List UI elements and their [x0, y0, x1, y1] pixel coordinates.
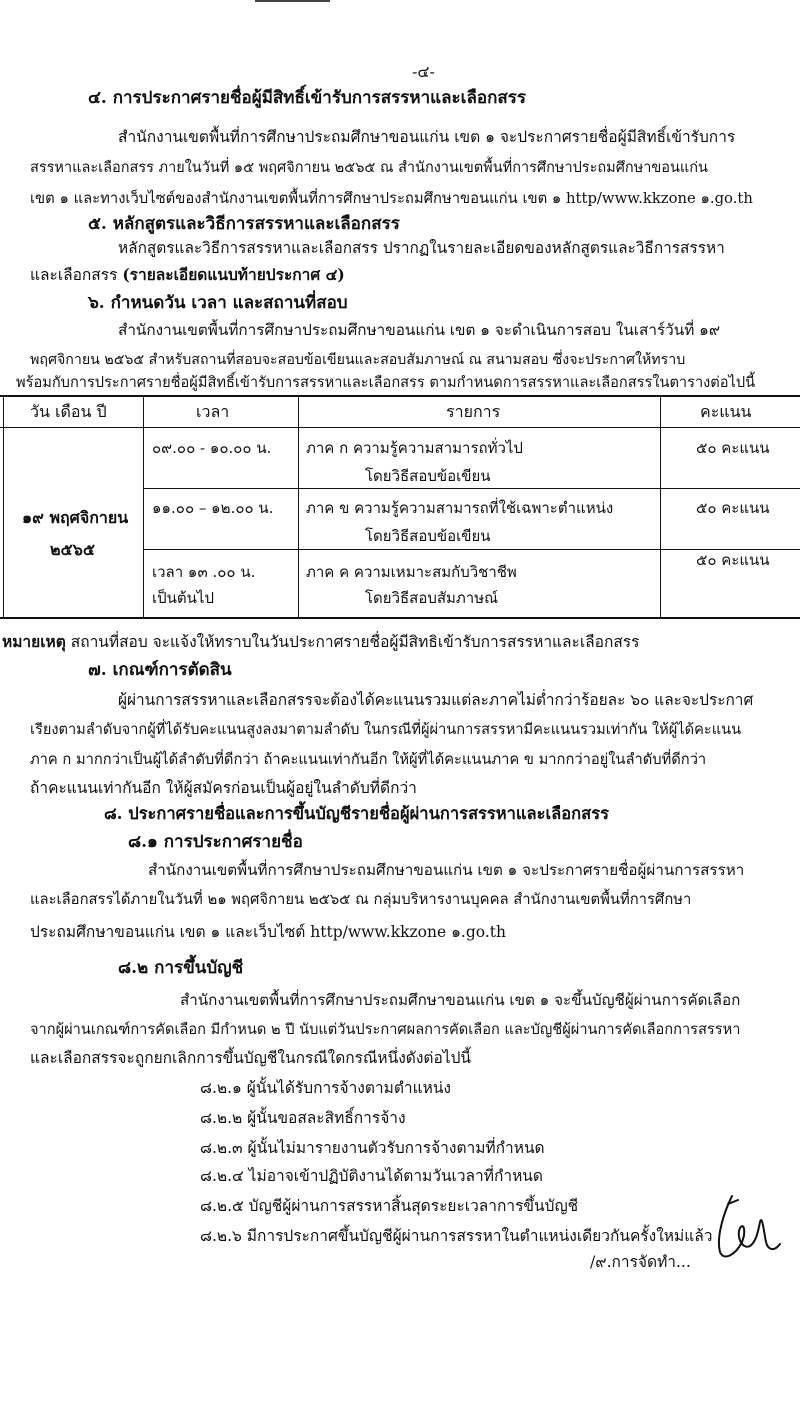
section-7-line-3: ภาค ก มากกว่าเป็นผู้ได้ลำดับที่ดีกว่า ถ้าคะแนนเท่ากันอีก ให้ผู้ที่ได้คะแนนภาค ข มากกว่าอยู่ในลำดับที่ดีกว่า [30, 751, 707, 768]
table-header-divider [0, 427, 800, 428]
row-score: ๕๐ คะแนน [696, 499, 770, 517]
table-top-border [0, 395, 800, 397]
list-item: ๘.๒.๑ ผู้นั้นได้รับการจ้างตามตำแหน่ง [200, 1079, 451, 1097]
table-left-border [3, 395, 4, 619]
row-item: ภาค ก ความรู้ความสามารถทั่วไป [306, 439, 523, 457]
section-8-2-heading: ๘.๒ การขึ้นบัญชี [118, 958, 244, 978]
signature-initials [714, 1192, 784, 1272]
table-header-time: เวลา [196, 402, 230, 421]
section-8-1-heading: ๘.๑ การประกาศรายชื่อ [128, 832, 303, 852]
section-7-line-1: ผู้ผ่านการสรรหาและเลือกสรรจะต้องได้คะแนนรวมแต่ละภาคไม่ต่ำกว่าร้อยละ ๖๐ และจะประกาศ [118, 691, 754, 709]
section-5-heading: ๕. หลักสูตรและวิธีการสรรหาและเลือกสรร [88, 214, 400, 234]
list-item: ๘.๒.๔ ไม่อาจเข้าปฏิบัติงานได้ตามวันเวลาที่กำหนด [200, 1167, 543, 1185]
table-row-divider-1 [143, 488, 800, 489]
row-item: ภาค ค ความเหมาะสมกับวิชาชีพ [306, 563, 517, 581]
continuation-note: /๙.การจัดทำ... [590, 1253, 691, 1271]
note-label: หมายเหตุ [2, 632, 66, 651]
row-item: ภาค ข ความรู้ความสามารถที่ใช้เฉพาะตำแหน่ง [306, 499, 614, 517]
section-8-heading: ๘. ประกาศรายชื่อและการขึ้นบัญชีรายชื่อผู้ผ่านการสรรหาและเลือกสรร [104, 804, 609, 823]
table-col-divider-3 [660, 395, 661, 619]
section-6-heading: ๖. กำหนดวัน เวลา และสถานที่สอบ [88, 293, 348, 313]
table-header-date: วัน เดือน ปี [30, 402, 107, 421]
row-score: ๕๐ คะแนน [696, 439, 770, 457]
row-time-continued: เป็นต้นไป [152, 589, 214, 607]
list-item: ๘.๒.๓ ผู้นั้นไม่มารายงานตัวรับการจ้างตามที่กำหนด [200, 1139, 545, 1157]
table-header-score: คะแนน [700, 402, 752, 421]
list-item: ๘.๒.๕ บัญชีผู้ผ่านการสรรหาสิ้นสุดระยะเวลาการขึ้นบัญชี [200, 1197, 579, 1215]
section-5-line-2 [30, 265, 345, 285]
row-time: เวลา ๑๓ .๐๐ น. [152, 563, 256, 581]
section-8-1-line-3: ประถมศึกษาขอนแก่น เขต ๑ และเว็บไซต์ http/www.kkzone ๑.go.th [30, 923, 506, 941]
table-header-item: รายการ [446, 402, 501, 421]
section-4-line-2: สรรหาและเลือกสรร ภายในวันที่ ๑๕ พฤศจิกายน ๒๕๖๕ ณ สำนักงานเขตพื้นที่การศึกษาประถมศึกษาขอนแก่น [30, 160, 708, 176]
exam-date: ๑๙ พฤศจิกายน [22, 508, 129, 527]
page-number: -๔- [412, 62, 435, 81]
table-bottom-border [0, 617, 800, 619]
row-time: ๐๙.๐๐ - ๑๐.๐๐ น. [152, 439, 272, 457]
section-7-line-2: เรียงตามลำดับจากผู้ที่ได้รับคะแนนสูงลงมาตามลำดับ ในกรณีที่ผู้ผ่านการสรรหามีคะแนนรวมเท่ากัน ให้ผู้ได้คะแนน [30, 721, 742, 738]
section-8-2-line-1: สำนักงานเขตพื้นที่การศึกษาประถมศึกษาขอนแก่น เขต ๑ จะขึ้นบัญชีผู้ผ่านการคัดเลือก [180, 991, 741, 1009]
note-text: สถานที่สอบ จะแจ้งให้ทราบในวันประกาศรายชื่อผู้มีสิทธิเข้ารับการสรรหาและเลือกสรร [65, 633, 640, 651]
section-4-heading: ๔. การประกาศรายชื่อผู้มีสิทธิ์เข้ารับการสรรหาและเลือกสรร [88, 88, 526, 108]
table-col-divider-1 [143, 395, 144, 619]
section-8-1-line-1: สำนักงานเขตพื้นที่การศึกษาประถมศึกษาขอนแก่น เขต ๑ จะประกาศรายชื่อผู้ผ่านการสรรหา [148, 861, 745, 879]
section-8-2-line-2: จากผู้ผ่านเกณฑ์การคัดเลือก มีกำหนด ๒ ปี นับแต่วันประกาศผลการคัดเลือก และบัญชีผู้ผ่านการคัดเลือกการสรรหา [30, 1021, 741, 1038]
row-time: ๑๑.๐๐ – ๑๒.๐๐ น. [152, 499, 274, 517]
list-item: ๘.๒.๖ มีการประกาศขึ้นบัญชีผู้ผ่านการสรรหาในตำแหน่งเดียวกันครั้งใหม่แล้ว [200, 1227, 713, 1245]
section-7-heading: ๗. เกณฑ์การตัดสิน [88, 660, 232, 680]
note [2, 632, 639, 652]
section-8-1-line-2: และเลือกสรรได้ภายในวันที่ ๒๑ พฤศจิกายน ๒๕๖๕ ณ กลุ่มบริหารงานบุคคล สำนักงานเขตพื้นที่การศึกษา [30, 891, 692, 908]
attachment-reference: (รายละเอียดแนบท้ายประกาศ ๔) [122, 265, 345, 284]
exam-year: ๒๕๖๕ [50, 540, 95, 559]
section-6-line-3: พร้อมกับการประกาศรายชื่อผู้มีสิทธิ์เข้ารับการสรรหาและเลือกสรร ตามกำหนดการสรรหาและเลือกสรรในตารางต่อไปนี้ [16, 374, 756, 391]
row-item-method: โดยวิธีสอบข้อเขียน [365, 467, 491, 485]
table-col-divider-2 [298, 395, 299, 619]
row-score: ๕๐ คะแนน [696, 551, 770, 569]
section-4-line-1: สำนักงานเขตพื้นที่การศึกษาประถมศึกษาขอนแก่น เขต ๑ จะประกาศรายชื่อผู้มีสิทธิ์เข้ารับการ [118, 128, 736, 146]
row-item-method: โดยวิธีสอบสัมภาษณ์ [365, 589, 499, 607]
section-5-line-2-text: และเลือกสรร [30, 266, 123, 284]
section-6-line-2: พฤศจิกายน ๒๕๖๕ สำหรับสถานที่สอบจะสอบข้อเขียนและสอบสัมภาษณ์ ณ สนามสอบ ซึ่งจะประกาศให้ทราบ [30, 352, 686, 368]
page-top-rule [255, 0, 330, 2]
section-8-2-line-3: และเลือกสรรจะถูกยกเลิกการขึ้นบัญชีในกรณีใดกรณีหนึ่งดังต่อไปนี้ [30, 1049, 472, 1067]
section-4-line-3: เขต ๑ และทางเว็บไซต์ของสำนักงานเขตพื้นที่การศึกษาประถมศึกษาขอนแก่น เขต ๑ http/www.kkzone ๑.go.th [30, 190, 753, 207]
section-6-line-1: สำนักงานเขตพื้นที่การศึกษาประถมศึกษาขอนแก่น เขต ๑ จะดำเนินการสอบ ในเสาร์วันที่ ๑๙ [118, 321, 721, 339]
section-7-line-4: ถ้าคะแนนเท่ากันอีก ให้ผู้สมัครก่อนเป็นผู้อยู่ในลำดับที่ดีกว่า [30, 779, 417, 797]
row-item-method: โดยวิธีสอบข้อเขียน [365, 527, 491, 545]
list-item: ๘.๒.๒ ผู้นั้นขอสละสิทธิ์การจ้าง [200, 1109, 406, 1127]
section-5-line-1: หลักสูตรและวิธีการสรรหาและเลือกสรร ปรากฏในรายละเอียดของหลักสูตรและวิธีการสรรหา [118, 239, 725, 257]
